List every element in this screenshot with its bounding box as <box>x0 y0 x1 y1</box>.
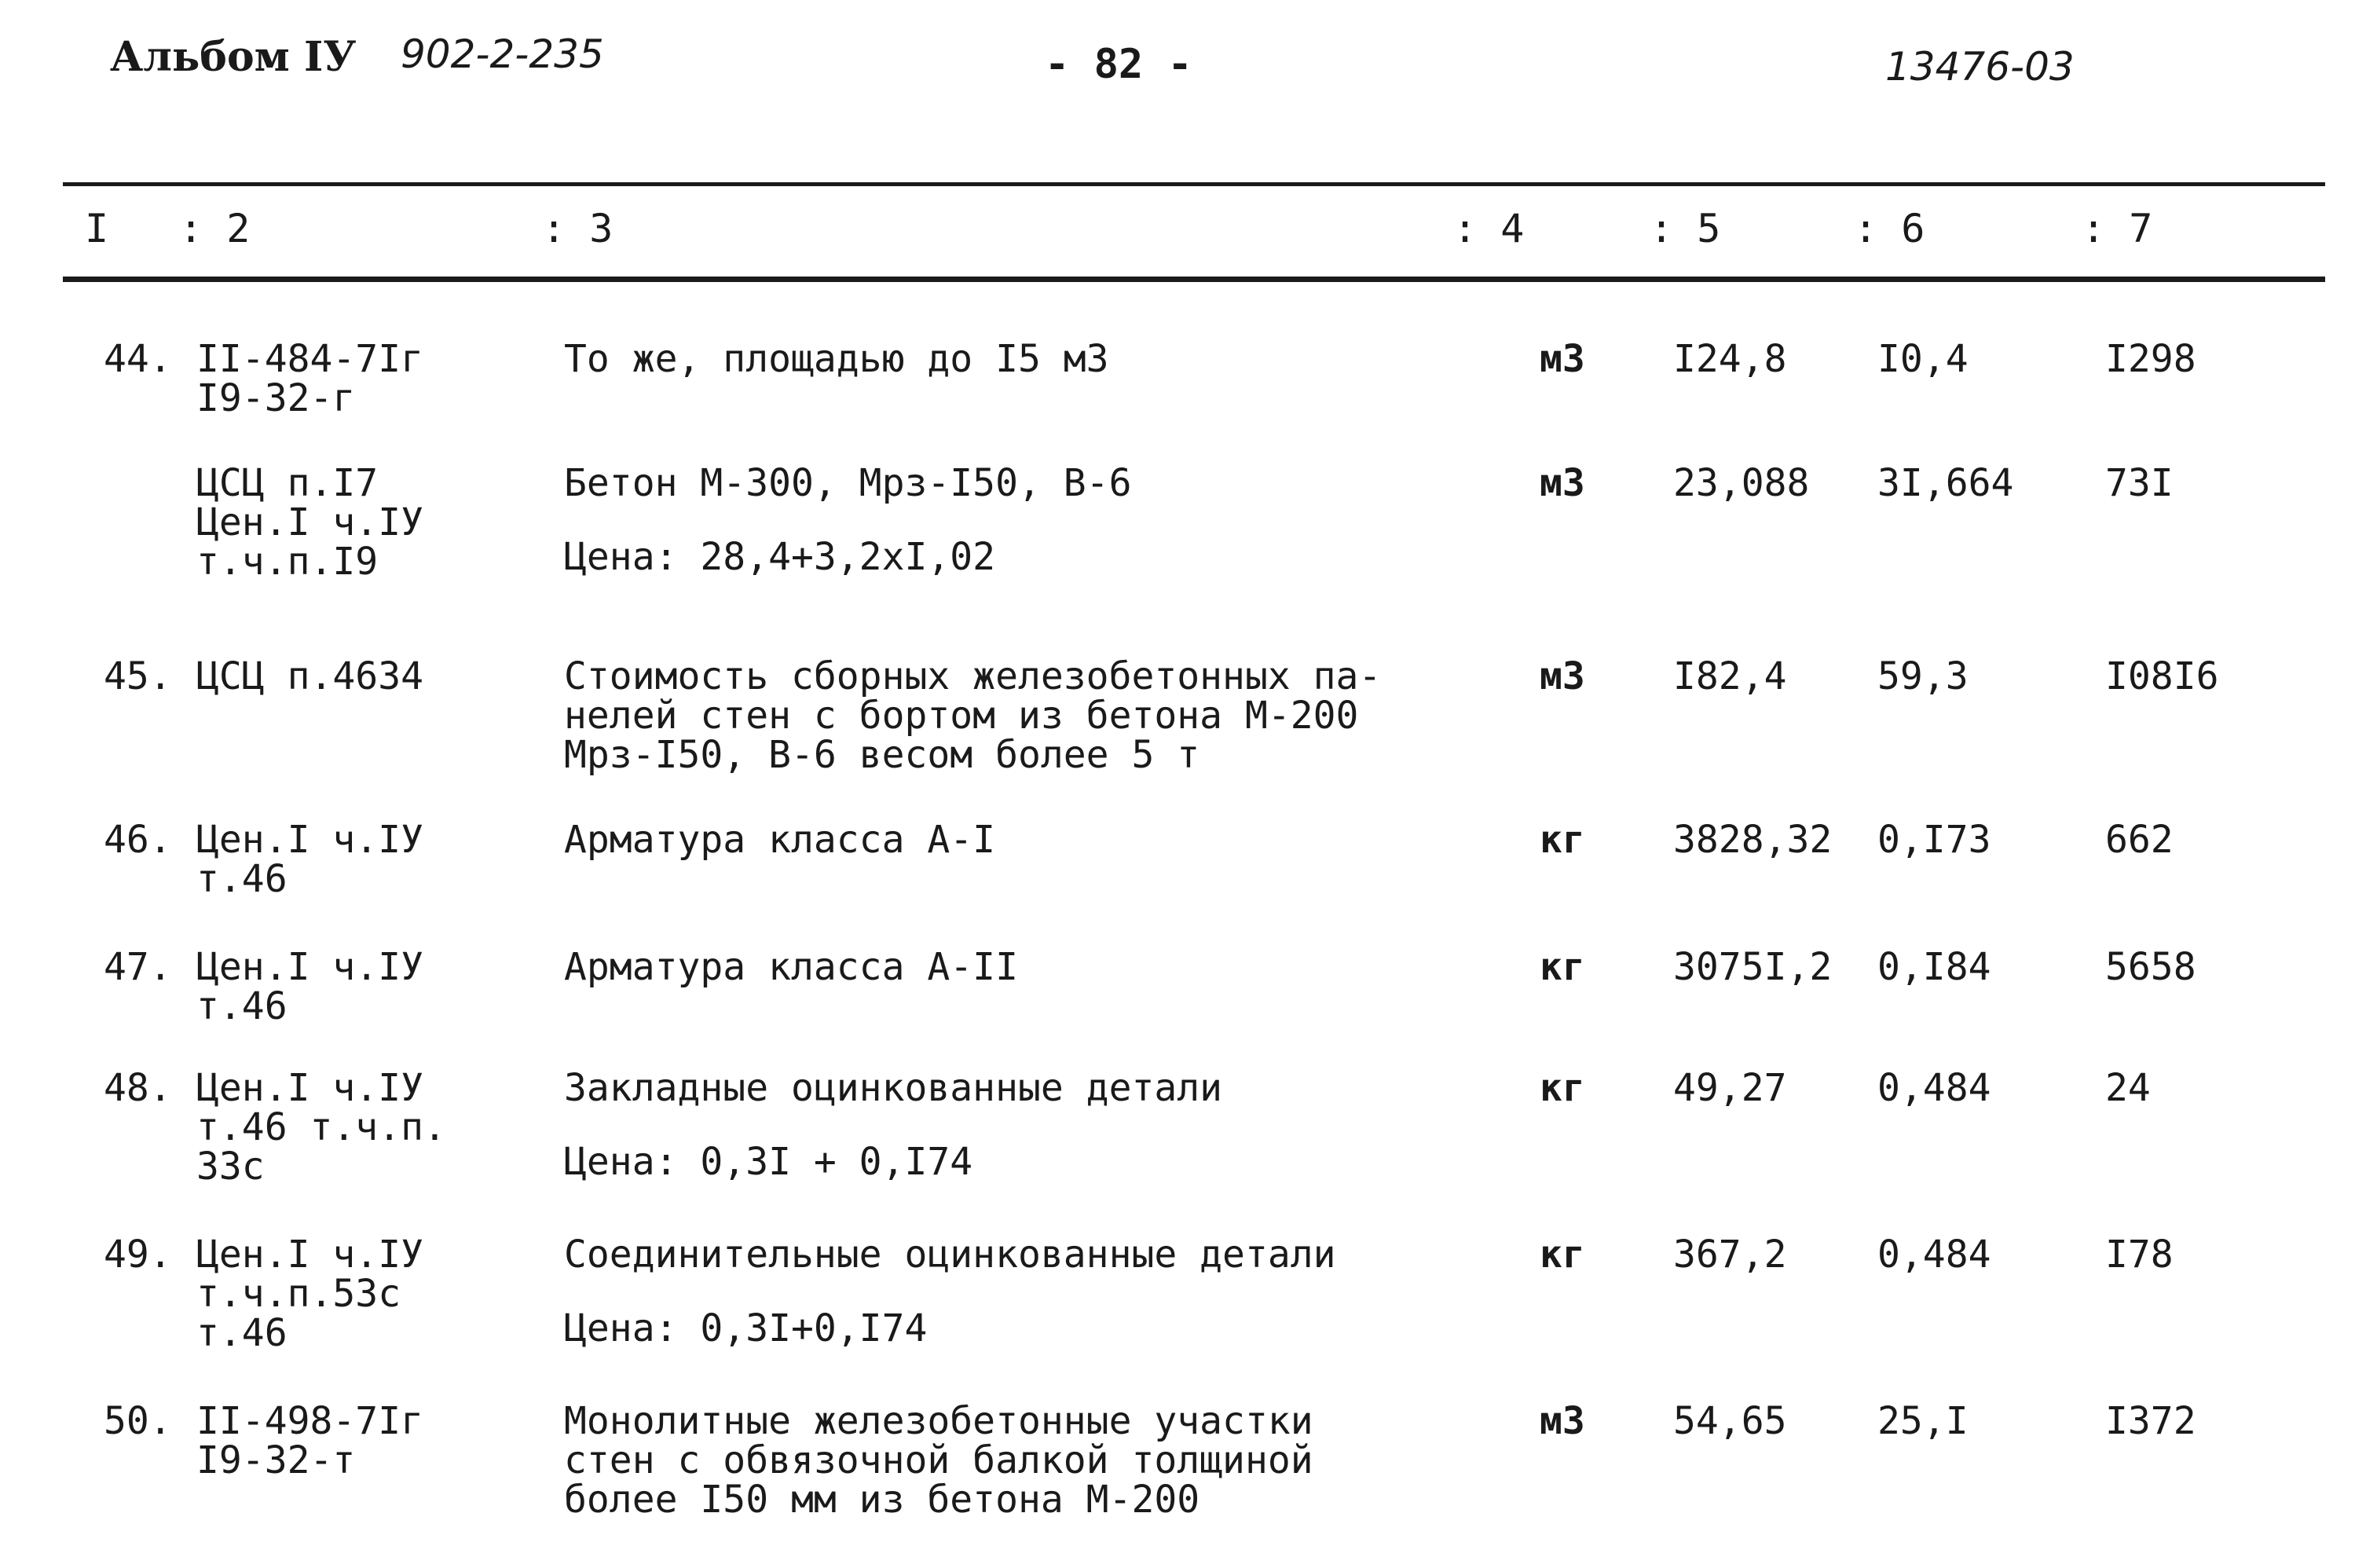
row-description <box>564 339 1109 379</box>
code-line: I9-32-т <box>196 1438 356 1482</box>
code-line: ЦСЦ п.I7 <box>196 461 379 505</box>
row-description <box>564 947 1018 987</box>
code-line: II-484-7Iг <box>196 337 423 381</box>
column-header-7: : 7 <box>2082 206 2153 251</box>
code-line: т.ч.п.53с <box>196 1272 401 1316</box>
row-total: 662 <box>2105 818 2174 862</box>
row-unit-price: 0,I84 <box>1877 945 1991 989</box>
row-unit-price: 0,484 <box>1877 1066 1991 1110</box>
description-line: Монолитные железобетонные участки <box>564 1399 1313 1443</box>
code-line: II-498-7Iг <box>196 1399 423 1443</box>
row-unit-price: 0,I73 <box>1877 818 1991 862</box>
row-quantity: I24,8 <box>1673 337 1787 381</box>
row-unit: м3 <box>1540 654 1585 698</box>
column-header-4: : 4 <box>1453 206 1525 251</box>
row-unit: кг <box>1540 818 1585 862</box>
document-number: 13476-03 <box>1885 44 2075 90</box>
row-unit: кг <box>1540 945 1585 989</box>
description-line: стен с обвязочной балкой толщиной <box>564 1438 1313 1482</box>
description-line: Мрз-I50, В-6 весом более 5 т <box>564 733 1200 777</box>
page-number: - 82 - <box>1045 41 1192 88</box>
row-code <box>196 947 423 1026</box>
row-number: 44. <box>104 337 172 381</box>
row-description <box>564 654 1382 777</box>
description-line: Бетон М-300, Мрз-I50, В-6 <box>564 461 1132 505</box>
row-code <box>196 1235 423 1353</box>
row-total: I78 <box>2105 1233 2174 1277</box>
row-unit: кг <box>1540 1066 1585 1110</box>
row-unit-price: 59,3 <box>1877 654 1969 698</box>
row-total: I08I6 <box>2105 654 2219 698</box>
code-line: Цен.I ч.IУ <box>196 818 423 862</box>
row-unit: м3 <box>1540 337 1585 381</box>
row-total: 73I <box>2105 461 2174 505</box>
row-code <box>196 339 423 418</box>
table-top-rule <box>63 182 2325 186</box>
code-line: Цен.I ч.IУ <box>196 500 423 544</box>
row-number: 48. <box>104 1066 172 1110</box>
table-header-rule <box>63 277 2325 282</box>
description-line: более I50 мм из бетона М-200 <box>564 1478 1200 1522</box>
row-number: 50. <box>104 1399 172 1443</box>
code-line: т.46 <box>196 984 288 1028</box>
row-description <box>564 463 1131 577</box>
description-line: Арматура класса А-I <box>564 818 996 862</box>
description-line: нелей стен с бортом из бетона М-200 <box>564 694 1359 738</box>
code-line: Цен.I ч.IУ <box>196 1233 423 1277</box>
row-total: 24 <box>2105 1066 2151 1110</box>
row-unit: м3 <box>1540 461 1585 505</box>
code-line: т.46 <box>196 1311 288 1355</box>
code-line: 33с <box>196 1145 265 1189</box>
description-line: Арматура класса А-II <box>564 945 1018 989</box>
row-quantity: 367,2 <box>1673 1233 1787 1277</box>
code-line: т.46 т.ч.п. <box>196 1105 446 1149</box>
row-unit: м3 <box>1540 1399 1585 1443</box>
row-description <box>564 1235 1336 1348</box>
row-code <box>196 1066 446 1189</box>
code-line: т.46 <box>196 857 288 901</box>
row-total: 5658 <box>2105 945 2196 989</box>
series-number: 902-2-235 <box>401 31 604 77</box>
column-header-2: : 2 <box>179 206 251 251</box>
row-description <box>564 1066 1223 1184</box>
code-line: т.ч.п.I9 <box>196 540 379 584</box>
column-header-6: : 6 <box>1854 206 1925 251</box>
row-code <box>196 654 423 698</box>
row-code <box>196 461 423 584</box>
code-line: Цен.I ч.IУ <box>196 1066 423 1110</box>
description-line: То же, площадью до I5 м3 <box>564 337 1109 381</box>
row-number: 49. <box>104 1233 172 1277</box>
row-quantity: 49,27 <box>1673 1066 1787 1110</box>
row-description <box>564 1399 1313 1522</box>
code-line: Цен.I ч.IУ <box>196 945 423 989</box>
row-quantity: 54,65 <box>1673 1399 1787 1443</box>
description-line: Закладные оцинкованные детали <box>564 1066 1223 1110</box>
row-total: I298 <box>2105 337 2196 381</box>
description-line: Соединительные оцинкованные детали <box>564 1233 1336 1277</box>
row-number: 45. <box>104 654 172 698</box>
column-header-5: : 5 <box>1650 206 1721 251</box>
column-header-1: I <box>85 206 109 251</box>
code-line: I9-32-г <box>196 376 356 420</box>
price-note: Цена: 0,3I + 0,I74 <box>564 1140 973 1184</box>
row-quantity: 3075I,2 <box>1673 945 1833 989</box>
column-header-3: : 3 <box>542 206 613 251</box>
row-number: 47. <box>104 945 172 989</box>
price-note: Цена: 28,4+3,2хI,02 <box>564 535 996 579</box>
row-unit: кг <box>1540 1233 1585 1277</box>
row-quantity: 23,088 <box>1673 461 1810 505</box>
row-unit-price: 25,I <box>1877 1399 1969 1443</box>
row-code <box>196 1401 423 1480</box>
album-label: Альбом IУ <box>110 33 357 81</box>
row-unit-price: 3I,664 <box>1877 461 2014 505</box>
row-code <box>196 820 423 899</box>
row-unit-price: I0,4 <box>1877 337 1969 381</box>
row-quantity: I82,4 <box>1673 654 1787 698</box>
row-unit-price: 0,484 <box>1877 1233 1991 1277</box>
code-line: ЦСЦ п.4634 <box>196 654 423 698</box>
row-quantity: 3828,32 <box>1673 818 1833 862</box>
row-total: I372 <box>2105 1399 2196 1443</box>
row-number: 46. <box>104 818 172 862</box>
price-note: Цена: 0,3I+0,I74 <box>564 1306 928 1350</box>
row-description <box>564 818 996 862</box>
description-line: Стоимость сборных железобетонных па- <box>564 654 1382 698</box>
